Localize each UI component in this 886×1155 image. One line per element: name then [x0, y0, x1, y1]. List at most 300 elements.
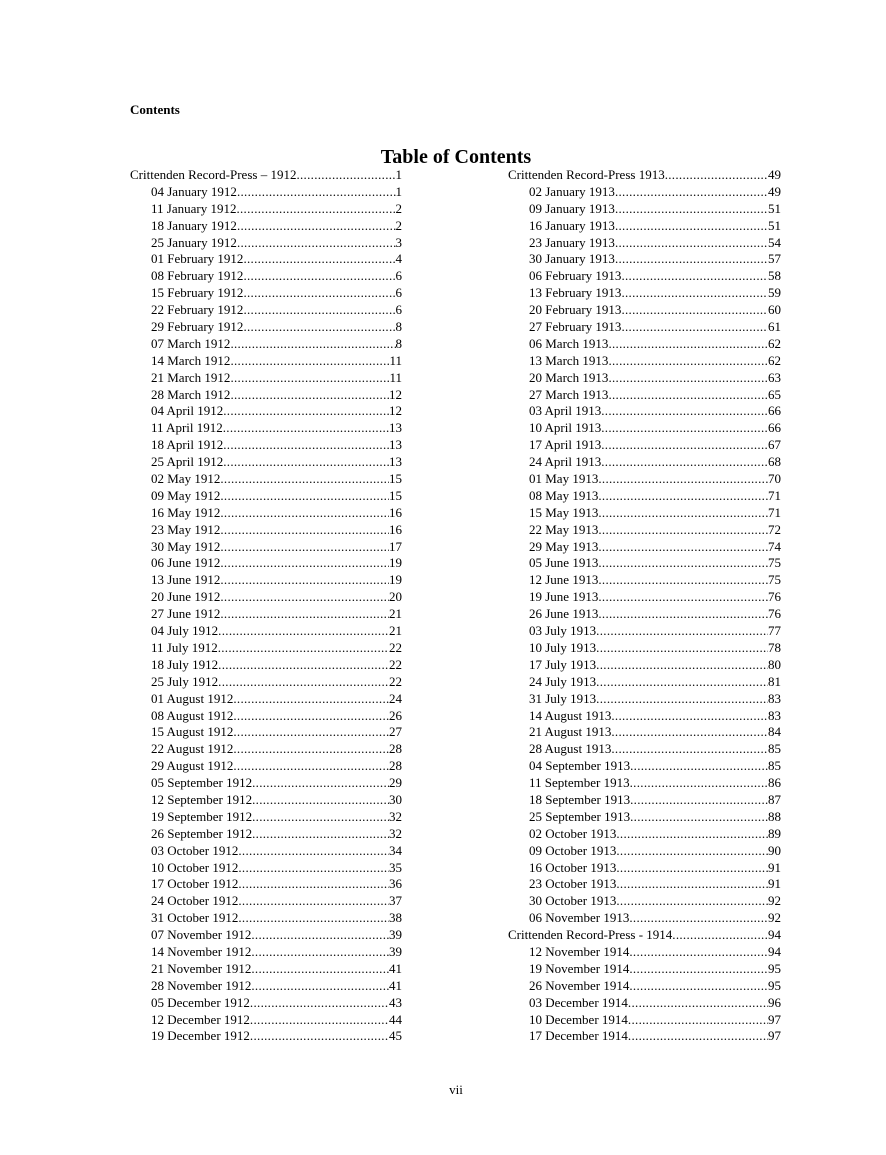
- toc-entry-label: 21 November 1912: [151, 960, 252, 976]
- toc-entry-page: 71: [768, 504, 781, 520]
- toc-entry: [508, 589, 781, 606]
- toc-entry-page: 34: [389, 842, 402, 858]
- toc-leader-dots: [611, 741, 768, 758]
- toc-leader-dots: [223, 454, 389, 471]
- running-head: Contents: [130, 102, 180, 117]
- toc-leader-dots: [237, 184, 396, 201]
- toc-entry-label: 28 November 1912: [151, 977, 252, 993]
- toc-leader-dots: [629, 910, 768, 927]
- toc-entry-label: 24 April 1913: [529, 454, 602, 470]
- toc-entry-page: 83: [768, 707, 781, 723]
- toc-entry-page: 22: [389, 656, 402, 672]
- toc-entry-label: 27 June 1912: [151, 606, 221, 622]
- toc-leader-dots: [233, 741, 389, 758]
- toc-entry-label: Crittenden Record-Press - 1914: [508, 927, 673, 943]
- toc-entry: [508, 235, 781, 252]
- toc-entry-page: 15: [389, 471, 402, 487]
- toc-entry: [130, 792, 402, 809]
- toc-entry: [508, 353, 781, 370]
- toc-entry-page: 35: [389, 859, 402, 875]
- toc-entry: [130, 488, 402, 505]
- toc-leader-dots: [615, 184, 768, 201]
- toc-entry-page: 28: [389, 741, 402, 757]
- toc-entry: [130, 268, 402, 285]
- toc-entry: [130, 319, 402, 336]
- toc-leader-dots: [598, 555, 768, 572]
- toc-entry-label: 06 February 1913: [529, 268, 622, 284]
- toc-leader-dots: [665, 167, 768, 184]
- toc-leader-dots: [220, 505, 389, 522]
- toc-entry-label: 18 September 1913: [529, 791, 631, 807]
- toc-entry-label: 03 April 1913: [529, 403, 602, 419]
- toc-entry-label: 04 September 1913: [529, 758, 631, 774]
- toc-leader-dots: [628, 1028, 768, 1045]
- toc-entry: [130, 387, 402, 404]
- toc-entry-label: 18 April 1912: [151, 437, 224, 453]
- toc-entry-page: 94: [768, 943, 781, 959]
- toc-entry-label: 12 June 1913: [529, 572, 599, 588]
- toc-entry-page: 13: [389, 437, 402, 453]
- toc-entry: [508, 893, 781, 910]
- toc-entry: [508, 606, 781, 623]
- toc-column-right: [508, 167, 781, 1045]
- toc-leader-dots: [236, 201, 395, 218]
- toc-entry-label: 25 September 1913: [529, 808, 631, 824]
- toc-entry-label: 01 February 1912: [151, 251, 244, 267]
- toc-entry-page: 62: [768, 335, 781, 351]
- toc-entry: [508, 809, 781, 826]
- toc-entry-label: 30 October 1913: [529, 893, 617, 909]
- toc-entry-page: 75: [768, 555, 781, 571]
- toc-leader-dots: [252, 826, 389, 843]
- toc-entry-page: 63: [768, 369, 781, 385]
- toc-entry-page: 37: [389, 893, 402, 909]
- toc-entry: [130, 403, 402, 420]
- toc-leader-dots: [251, 961, 389, 978]
- toc-entry-page: 66: [768, 420, 781, 436]
- toc-leader-dots: [598, 471, 768, 488]
- toc-entry: [130, 522, 402, 539]
- toc-entry-page: 66: [768, 403, 781, 419]
- toc-leader-dots: [630, 775, 768, 792]
- toc-entry-label: 25 April 1912: [151, 454, 224, 470]
- toc-entry: [130, 927, 402, 944]
- toc-entry-page: 32: [389, 808, 402, 824]
- toc-leader-dots: [220, 606, 389, 623]
- toc-entry-label: 06 June 1912: [151, 555, 221, 571]
- toc-entry-label: 09 May 1912: [151, 487, 221, 503]
- toc-entry-label: 10 December 1914: [529, 1011, 628, 1027]
- toc-entry-label: 19 June 1913: [529, 589, 599, 605]
- toc-entry: [508, 454, 781, 471]
- toc-entry-page: 95: [768, 977, 781, 993]
- toc-entry-page: 77: [768, 623, 781, 639]
- toc-entry-label: 15 May 1913: [529, 504, 599, 520]
- toc-leader-dots: [233, 708, 389, 725]
- toc-entry-page: 57: [768, 251, 781, 267]
- toc-entry: [508, 995, 781, 1012]
- toc-leader-dots: [223, 420, 389, 437]
- toc-entry: [508, 1028, 781, 1045]
- toc-leader-dots: [233, 724, 389, 741]
- toc-entry-label: 11 April 1912: [151, 420, 223, 436]
- toc-leader-dots: [223, 437, 389, 454]
- toc-entry-page: 2: [395, 217, 402, 233]
- toc-entry-label: 31 October 1912: [151, 910, 239, 926]
- toc-leader-dots: [601, 420, 768, 437]
- toc-entry-page: 92: [768, 893, 781, 909]
- toc-entry-page: 39: [389, 943, 402, 959]
- toc-entry-label: 04 January 1912: [151, 183, 237, 199]
- toc-entry: [508, 285, 781, 302]
- toc-entry-page: 41: [389, 977, 402, 993]
- toc-entry-label: 15 August 1912: [151, 724, 234, 740]
- toc-entry-label: 26 September 1912: [151, 825, 253, 841]
- toc-leader-dots: [629, 944, 768, 961]
- toc-entry-page: 13: [389, 454, 402, 470]
- toc-entry: [130, 589, 402, 606]
- toc-leader-dots: [250, 1028, 389, 1045]
- toc-leader-dots: [598, 589, 768, 606]
- toc-leader-dots: [621, 319, 768, 336]
- toc-entry-page: 15: [389, 487, 402, 503]
- toc-entry-label: 03 October 1912: [151, 842, 239, 858]
- toc-entry-page: 62: [768, 352, 781, 368]
- toc-leader-dots: [218, 623, 389, 640]
- toc-entry-label: 23 October 1913: [529, 876, 617, 892]
- toc-entry: [508, 674, 781, 691]
- toc-entry-label: 04 July 1912: [151, 623, 219, 639]
- toc-entry-label: Crittenden Record-Press 1913: [508, 167, 665, 182]
- toc-entry: [130, 893, 402, 910]
- toc-entry-label: 12 December 1912: [151, 1011, 250, 1027]
- toc-entry: [508, 876, 781, 893]
- toc-entry: [130, 555, 402, 572]
- toc-entry-page: 6: [395, 268, 402, 284]
- toc-entry: [130, 741, 402, 758]
- toc-leader-dots: [616, 843, 768, 860]
- toc-entry-label: 02 January 1913: [529, 183, 615, 199]
- toc-entry-page: 88: [768, 808, 781, 824]
- toc-entry-label: 17 July 1913: [529, 656, 597, 672]
- toc-entry-label: 22 August 1912: [151, 741, 234, 757]
- toc-entry-label: 25 July 1912: [151, 673, 219, 689]
- toc-entry-page: 24: [389, 690, 402, 706]
- toc-entry-label: 22 May 1913: [529, 521, 599, 537]
- toc-entry-label: 13 June 1912: [151, 572, 221, 588]
- toc-leader-dots: [615, 201, 768, 218]
- toc-entry-label: 17 October 1912: [151, 876, 239, 892]
- toc-entry-label: 31 July 1913: [529, 690, 597, 706]
- toc-leader-dots: [616, 826, 768, 843]
- toc-entry-page: 6: [395, 285, 402, 301]
- toc-leader-dots: [220, 555, 389, 572]
- toc-leader-dots: [611, 708, 768, 725]
- toc-entry-page: 36: [389, 876, 402, 892]
- toc-entry-page: 58: [768, 268, 781, 284]
- page-number: vii: [449, 1082, 463, 1097]
- toc-entry-label: 16 October 1913: [529, 859, 617, 875]
- toc-leader-dots: [672, 927, 768, 944]
- toc-entry-page: 8: [395, 335, 402, 351]
- toc-entry: [508, 792, 781, 809]
- toc-entry-label: 03 December 1914: [529, 994, 628, 1010]
- toc-leader-dots: [251, 927, 389, 944]
- toc-leader-dots: [601, 454, 768, 471]
- toc-entry-page: 92: [768, 910, 781, 926]
- toc-entry: [130, 758, 402, 775]
- toc-leader-dots: [243, 319, 395, 336]
- toc-entry: [508, 775, 781, 792]
- toc-entry: [130, 708, 402, 725]
- toc-entry-label: 07 November 1912: [151, 927, 252, 943]
- toc-entry-page: 51: [768, 217, 781, 233]
- toc-entry-label: 19 November 1914: [529, 960, 630, 976]
- toc-entry-page: 84: [768, 724, 781, 740]
- toc-leader-dots: [220, 539, 389, 556]
- toc-entry-label: 01 May 1913: [529, 471, 599, 487]
- toc-entry: [130, 995, 402, 1012]
- toc-entry-label: 10 October 1912: [151, 859, 239, 875]
- toc-entry-label: Crittenden Record-Press – 1912: [130, 167, 297, 182]
- toc-leader-dots: [616, 893, 768, 910]
- toc-entry-label: 13 February 1913: [529, 285, 622, 301]
- toc-entry-page: 13: [389, 420, 402, 436]
- toc-entry-label: 20 March 1913: [529, 369, 609, 385]
- toc-entry-page: 85: [768, 758, 781, 774]
- toc-entry: [130, 961, 402, 978]
- toc-leader-dots: [616, 876, 768, 893]
- toc-leader-dots: [598, 488, 768, 505]
- toc-entry-page: 97: [768, 1028, 781, 1044]
- toc-entry: [508, 555, 781, 572]
- toc-leader-dots: [608, 353, 768, 370]
- toc-entry-page: 12: [389, 386, 402, 402]
- toc-entry-label: 29 February 1912: [151, 319, 244, 335]
- toc-entry: [508, 488, 781, 505]
- toc-entry: [130, 370, 402, 387]
- toc-entry: [130, 539, 402, 556]
- toc-entry: [508, 268, 781, 285]
- toc-entry-page: 1: [395, 167, 402, 182]
- toc-entry-page: 86: [768, 775, 781, 791]
- toc-leader-dots: [601, 403, 768, 420]
- toc-entry: [130, 640, 402, 657]
- toc-entry-page: 43: [389, 994, 402, 1010]
- toc-leader-dots: [596, 640, 768, 657]
- toc-entry-page: 71: [768, 487, 781, 503]
- toc-entry-label: 18 July 1912: [151, 656, 219, 672]
- toc-entry-label: 24 July 1913: [529, 673, 597, 689]
- toc-entry-label: 14 March 1912: [151, 352, 231, 368]
- toc-entry-page: 54: [768, 234, 781, 250]
- toc-entry-page: 27: [389, 724, 402, 740]
- toc-entry-label: 17 December 1914: [529, 1028, 628, 1044]
- toc-leader-dots: [596, 657, 768, 674]
- toc-entry: [508, 724, 781, 741]
- toc-entry-page: 39: [389, 927, 402, 943]
- toc-entry: [508, 403, 781, 420]
- toc-entry-label: 08 February 1912: [151, 268, 244, 284]
- toc-leader-dots: [628, 995, 768, 1012]
- toc-entry-page: 89: [768, 825, 781, 841]
- toc-leader-dots: [596, 623, 768, 640]
- toc-entry-page: 21: [389, 606, 402, 622]
- toc-leader-dots: [596, 691, 768, 708]
- toc-entry: [130, 353, 402, 370]
- toc-leader-dots: [598, 505, 768, 522]
- toc-entry-page: 19: [389, 572, 402, 588]
- toc-leader-dots: [252, 809, 389, 826]
- toc-entry-page: 91: [768, 859, 781, 875]
- toc-entry-page: 4: [395, 251, 402, 267]
- page-title: Table of Contents: [380, 146, 532, 168]
- toc-leader-dots: [252, 775, 389, 792]
- toc-entry-label: 20 February 1913: [529, 302, 622, 318]
- toc-entry-label: 05 June 1913: [529, 555, 599, 571]
- toc-entry-page: 72: [768, 521, 781, 537]
- toc-entry: [508, 201, 781, 218]
- toc-entry-label: 26 November 1914: [529, 977, 630, 993]
- toc-leader-dots: [220, 522, 389, 539]
- toc-entry-label: 30 January 1913: [529, 251, 615, 267]
- toc-leader-dots: [237, 235, 396, 252]
- toc-entry-page: 12: [389, 403, 402, 419]
- toc-leader-dots: [251, 944, 389, 961]
- toc-entry: [130, 218, 402, 235]
- toc-leader-dots: [608, 336, 768, 353]
- toc-entry-page: 74: [768, 538, 781, 554]
- toc-entry-label: 12 September 1912: [151, 791, 253, 807]
- toc-entry: [130, 572, 402, 589]
- toc-leader-dots: [238, 876, 389, 893]
- toc-entry: [130, 235, 402, 252]
- toc-entry-label: 18 January 1912: [151, 217, 237, 233]
- toc-entry-page: 45: [389, 1028, 402, 1044]
- toc-leader-dots: [218, 674, 389, 691]
- toc-leader-dots: [630, 809, 768, 826]
- toc-entry-label: 02 October 1913: [529, 825, 617, 841]
- toc-entry: [130, 437, 402, 454]
- toc-entry-page: 51: [768, 200, 781, 216]
- toc-entry-label: 01 August 1912: [151, 690, 234, 706]
- toc-entry: [130, 910, 402, 927]
- toc-entry: [508, 302, 781, 319]
- toc-leader-dots: [629, 978, 768, 995]
- toc-entry: [508, 961, 781, 978]
- toc-section-heading: [130, 167, 402, 184]
- toc-entry-label: 09 January 1913: [529, 200, 615, 216]
- toc-entry-label: 20 June 1912: [151, 589, 221, 605]
- toc-entry-label: 14 November 1912: [151, 943, 252, 959]
- toc-entry: [508, 1012, 781, 1029]
- toc-entry-label: 28 March 1912: [151, 386, 231, 402]
- toc-leader-dots: [230, 336, 395, 353]
- toc-entry-label: 11 July 1912: [151, 639, 218, 655]
- toc-entry-label: 09 October 1913: [529, 842, 617, 858]
- toc-leader-dots: [601, 437, 768, 454]
- toc-entry-page: 67: [768, 437, 781, 453]
- toc-entry: [130, 691, 402, 708]
- toc-leader-dots: [250, 995, 389, 1012]
- toc-leader-dots: [237, 218, 396, 235]
- toc-entry-page: 8: [395, 319, 402, 335]
- toc-entry-page: 59: [768, 285, 781, 301]
- toc-entry-page: 26: [389, 707, 402, 723]
- toc-leader-dots: [611, 724, 768, 741]
- toc-entry: [508, 657, 781, 674]
- toc-leader-dots: [243, 285, 395, 302]
- toc-entry-label: 05 December 1912: [151, 994, 250, 1010]
- toc-entry-label: 23 May 1912: [151, 521, 221, 537]
- toc-entry-label: 30 May 1912: [151, 538, 221, 554]
- toc-leader-dots: [233, 691, 389, 708]
- toc-entry: [130, 657, 402, 674]
- toc-leader-dots: [218, 657, 389, 674]
- toc-leader-dots: [238, 893, 389, 910]
- toc-entry: [508, 978, 781, 995]
- toc-entry-label: 06 March 1913: [529, 335, 609, 351]
- toc-entry-label: 05 September 1912: [151, 775, 253, 791]
- toc-entry-page: 87: [768, 791, 781, 807]
- toc-entry: [130, 724, 402, 741]
- toc-entry-page: 65: [768, 386, 781, 402]
- toc-entry-label: 29 May 1913: [529, 538, 599, 554]
- toc-entry-page: 70: [768, 471, 781, 487]
- toc-entry-label: 21 March 1912: [151, 369, 231, 385]
- toc-entry: [130, 606, 402, 623]
- toc-entry-page: 97: [768, 1011, 781, 1027]
- toc-leader-dots: [252, 792, 389, 809]
- toc-entry: [130, 420, 402, 437]
- toc-entry-page: 44: [389, 1011, 402, 1027]
- toc-entry: [508, 370, 781, 387]
- toc-entry: [130, 826, 402, 843]
- toc-entry: [508, 437, 781, 454]
- toc-entry-page: 41: [389, 960, 402, 976]
- toc-entry-label: 24 October 1912: [151, 893, 239, 909]
- toc-entry-label: 08 May 1913: [529, 487, 599, 503]
- toc-entry-page: 80: [768, 656, 781, 672]
- toc-entry-page: 16: [389, 521, 402, 537]
- toc-leader-dots: [230, 370, 389, 387]
- toc-entry-label: 04 April 1912: [151, 403, 224, 419]
- toc-entry: [508, 910, 781, 927]
- toc-entry-page: 38: [389, 910, 402, 926]
- toc-entry-page: 60: [768, 302, 781, 318]
- toc-entry-label: 08 August 1912: [151, 707, 234, 723]
- toc-leader-dots: [608, 370, 768, 387]
- toc-entry: [130, 944, 402, 961]
- toc-entry-page: 90: [768, 842, 781, 858]
- toc-entry-page: 78: [768, 639, 781, 655]
- toc-entry: [508, 420, 781, 437]
- toc-entry: [130, 336, 402, 353]
- toc-entry-label: 03 July 1913: [529, 623, 597, 639]
- toc-leader-dots: [630, 758, 768, 775]
- toc-entry-label: 12 November 1914: [529, 943, 630, 959]
- toc-entry-page: 20: [389, 589, 402, 605]
- toc-leader-dots: [218, 640, 389, 657]
- toc-leader-dots: [238, 910, 389, 927]
- toc-leader-dots: [243, 251, 395, 268]
- toc-entry-label: 22 February 1912: [151, 302, 244, 318]
- toc-entry-page: 91: [768, 876, 781, 892]
- toc-leader-dots: [621, 285, 768, 302]
- toc-entry: [130, 184, 402, 201]
- toc-entry: [130, 978, 402, 995]
- toc-entry-page: 11: [389, 369, 402, 385]
